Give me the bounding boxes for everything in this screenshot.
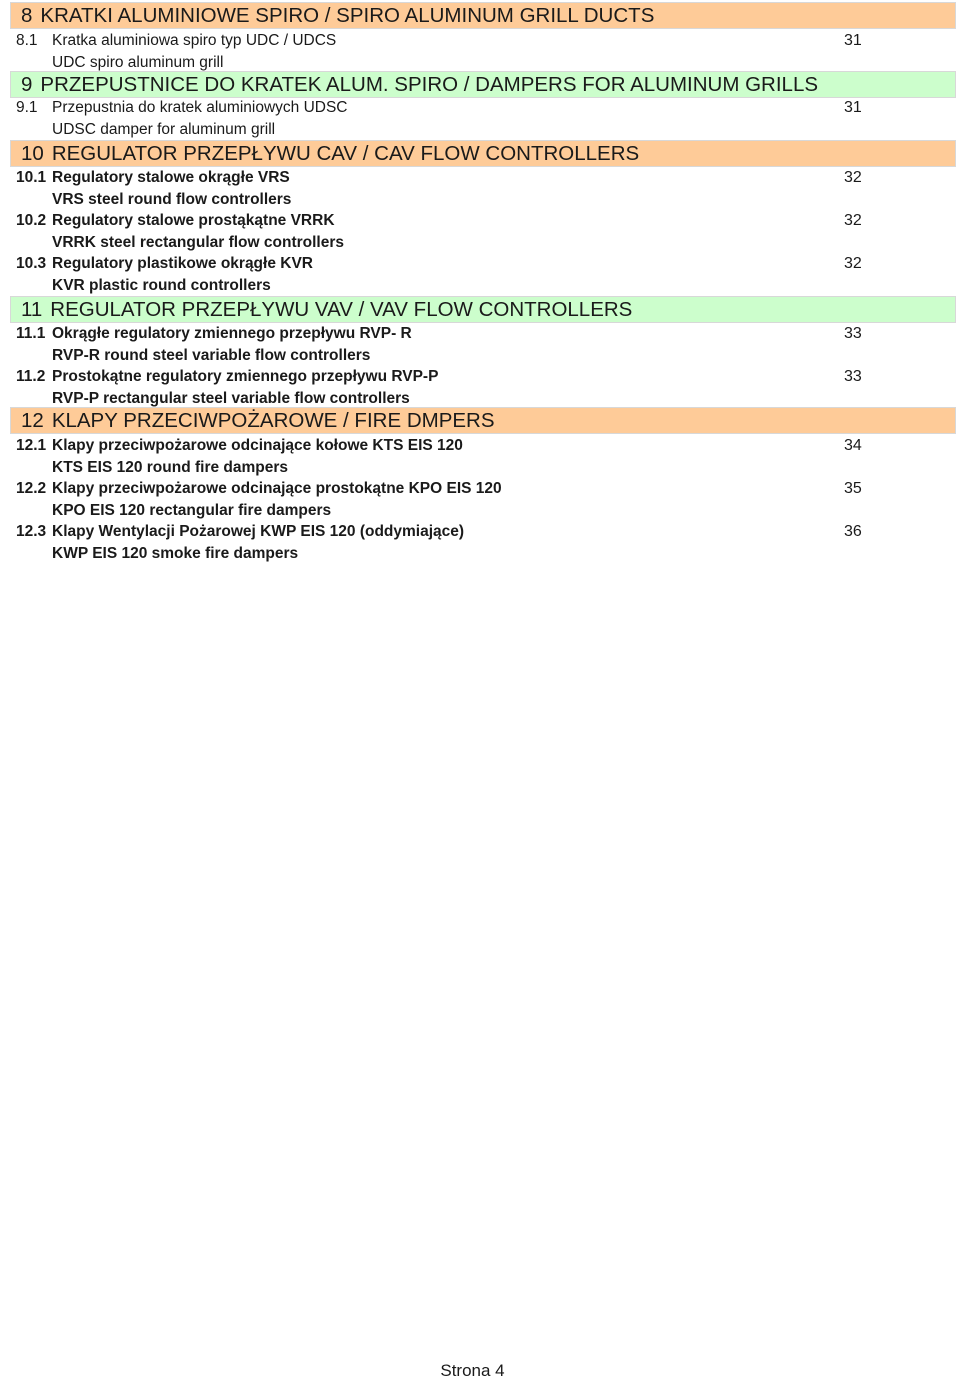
entry-number: 9.1 bbox=[16, 99, 38, 116]
page-number-label: Strona 4 bbox=[440, 1361, 505, 1380]
section-number: 10 bbox=[21, 141, 44, 165]
section-header-12 bbox=[10, 407, 956, 434]
section-header-10 bbox=[10, 140, 956, 167]
entry-page-number: 32 bbox=[844, 255, 862, 272]
entry-number: 12.3 bbox=[16, 523, 47, 540]
entry-title-pl: Klapy przeciwpożarowe odcinające prostokątne KPO EIS 120 bbox=[52, 480, 502, 497]
section-number: 8 bbox=[21, 3, 33, 27]
entry-page-number: 31 bbox=[844, 32, 862, 49]
entry-page-number: 33 bbox=[844, 368, 862, 385]
entry-title-en: RVP-P rectangular steel variable flow controllers bbox=[52, 390, 410, 407]
page-footer bbox=[0, 1361, 945, 1381]
section-header-11 bbox=[10, 296, 956, 323]
entry-number: 8.1 bbox=[16, 32, 38, 49]
section-title: KLAPY PRZECIWPOŻAROWE / FIRE DMPERS bbox=[51, 408, 495, 432]
entry-title-en: VRS steel round flow controllers bbox=[52, 191, 292, 208]
entry-title-en: KVR plastic round controllers bbox=[52, 277, 271, 294]
section-title: PRZEPUSTNICE DO KRATEK ALUM. SPIRO / DAMPERS FOR ALUMINUM GRILLS bbox=[40, 72, 819, 96]
entry-page-number: 33 bbox=[844, 325, 862, 342]
entry-title-pl: Kratka aluminiowa spiro typ UDC / UDCS bbox=[52, 32, 337, 49]
section-title: REGULATOR PRZEPŁYWU VAV / VAV FLOW CONTROLLERS bbox=[50, 297, 633, 321]
entry-title-pl: Klapy Wentylacji Pożarowej KWP EIS 120 (oddymiające) bbox=[52, 523, 465, 540]
section-number: 9 bbox=[21, 72, 33, 96]
toc-entry-12-1 bbox=[0, 437, 960, 481]
entry-title-pl: Prostokątne regulatory zmiennego przepływu RVP-P bbox=[52, 368, 439, 385]
toc-entry-10-1 bbox=[0, 169, 960, 213]
entry-title-en: KWP EIS 120 smoke fire dampers bbox=[52, 545, 299, 562]
entry-page-number: 31 bbox=[844, 99, 862, 116]
entry-title-pl: Okrągłe regulatory zmiennego przepływu RVP- R bbox=[52, 325, 412, 342]
toc-entry-10-2 bbox=[0, 212, 960, 256]
entry-number: 12.1 bbox=[16, 437, 47, 454]
entry-title-pl: Regulatory stalowe okrągłe VRS bbox=[52, 169, 290, 186]
entry-page-number: 34 bbox=[844, 437, 862, 454]
entry-title-en: UDC spiro aluminum grill bbox=[52, 54, 224, 71]
toc-entry-11-2 bbox=[0, 368, 960, 412]
entry-number: 10.1 bbox=[16, 169, 47, 186]
entry-number: 11.1 bbox=[16, 325, 46, 342]
entry-title-en: KPO EIS 120 rectangular fire dampers bbox=[52, 502, 332, 519]
entry-page-number: 32 bbox=[844, 169, 862, 186]
toc-entry-8-1 bbox=[0, 32, 960, 76]
entry-title-pl: Regulatory plastikowe okrągłe KVR bbox=[52, 255, 313, 272]
entry-number: 12.2 bbox=[16, 480, 47, 497]
section-number: 11 bbox=[21, 297, 43, 321]
entry-number: 11.2 bbox=[16, 368, 46, 385]
section-header-9 bbox=[10, 71, 956, 98]
section-number: 12 bbox=[21, 408, 44, 432]
section-header-8 bbox=[10, 2, 956, 29]
toc-entry-9-1 bbox=[0, 99, 960, 143]
entry-title-en: RVP-R round steel variable flow controllers bbox=[52, 347, 371, 364]
entry-title-en: KTS EIS 120 round fire dampers bbox=[52, 459, 289, 476]
toc-entry-12-3 bbox=[0, 523, 960, 567]
toc-entry-10-3 bbox=[0, 255, 960, 299]
section-title: REGULATOR PRZEPŁYWU CAV / CAV FLOW CONTROLLERS bbox=[51, 141, 640, 165]
entry-page-number: 35 bbox=[844, 480, 862, 497]
entry-title-en: UDSC damper for aluminum grill bbox=[52, 121, 276, 138]
toc-entry-11-1 bbox=[0, 325, 960, 369]
entry-title-en: VRRK steel rectangular flow controllers bbox=[52, 234, 344, 251]
toc-entry-12-2 bbox=[0, 480, 960, 524]
entry-number: 10.3 bbox=[16, 255, 47, 272]
entry-title-pl: Klapy przeciwpożarowe odcinające kołowe KTS EIS 120 bbox=[52, 437, 463, 454]
section-title: KRATKI ALUMINIOWE SPIRO / SPIRO ALUMINUM GRILL DUCTS bbox=[40, 3, 655, 27]
entry-page-number: 32 bbox=[844, 212, 862, 229]
entry-title-pl: Regulatory stalowe prostąkątne VRRK bbox=[52, 212, 335, 229]
entry-number: 10.2 bbox=[16, 212, 47, 229]
entry-title-pl: Przepustnia do kratek aluminiowych UDSC bbox=[52, 99, 348, 116]
entry-page-number: 36 bbox=[844, 523, 862, 540]
